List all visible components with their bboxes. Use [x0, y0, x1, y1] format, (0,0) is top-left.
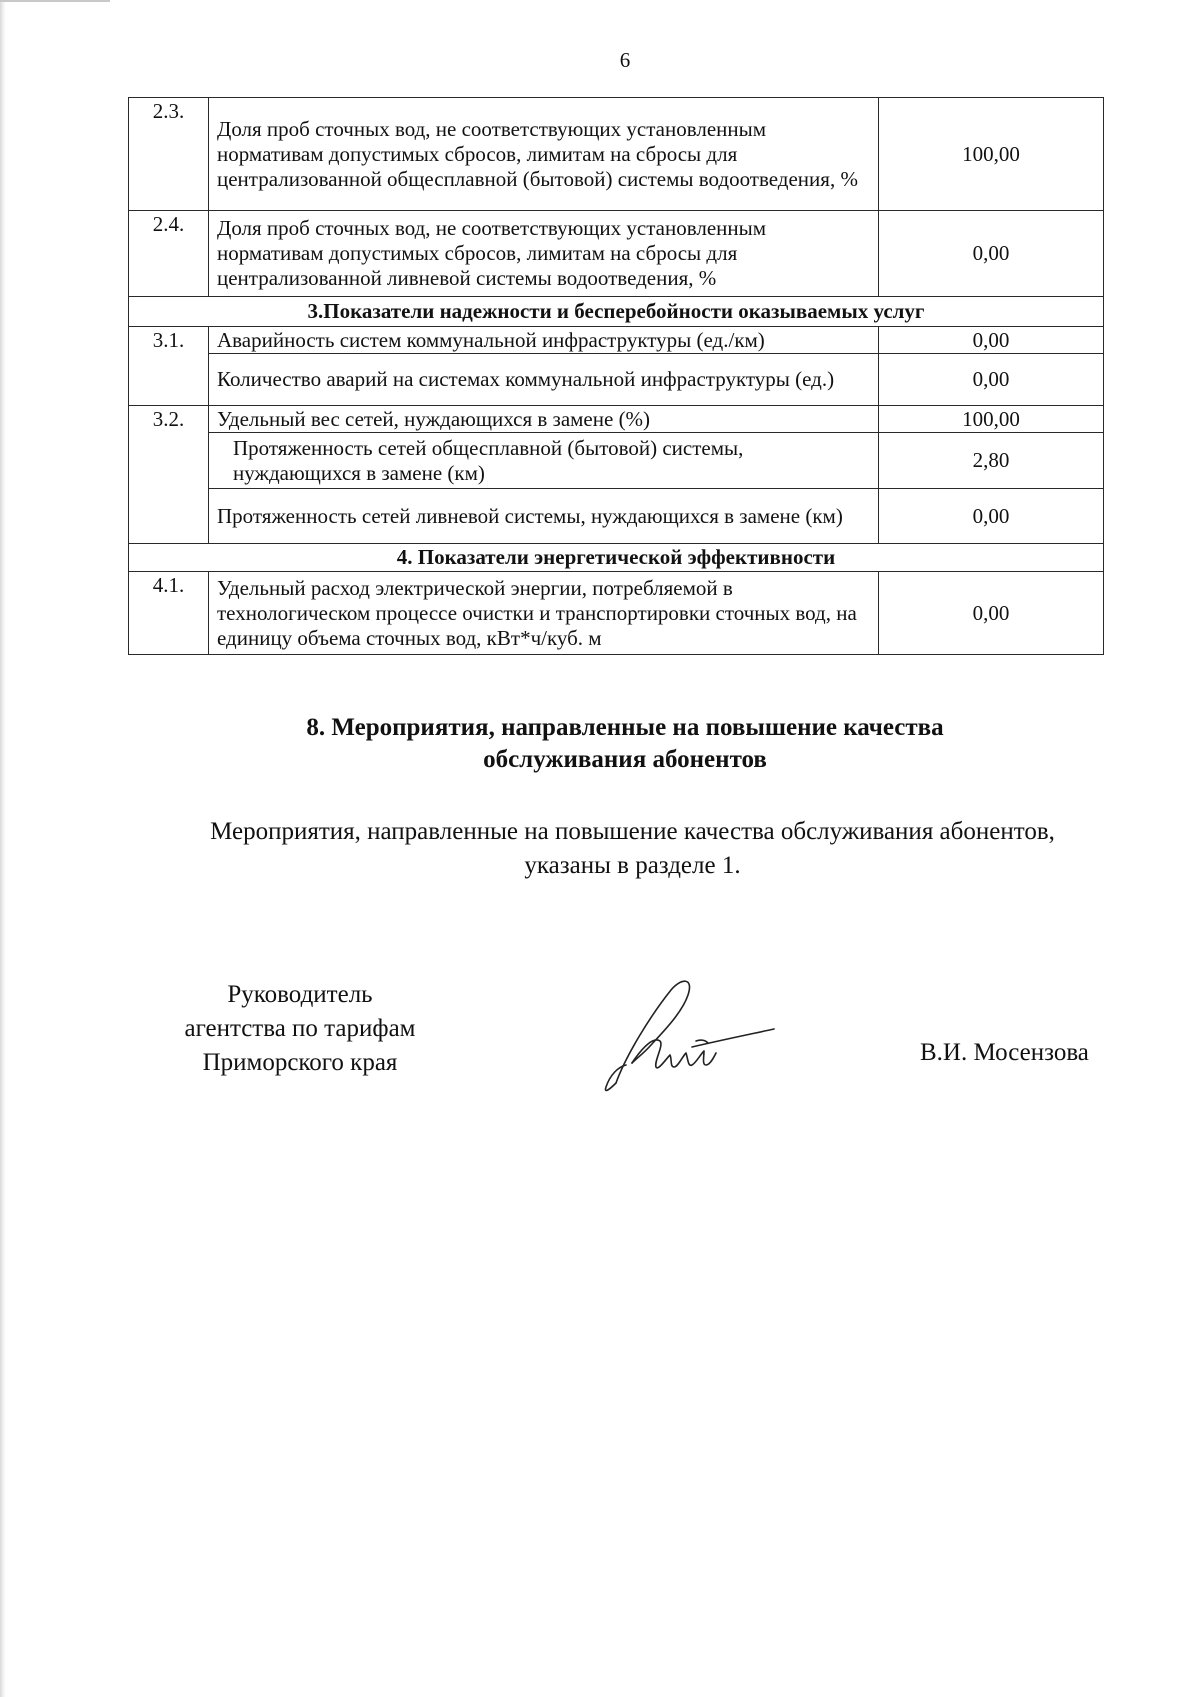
row-value: 0,00: [879, 327, 1104, 354]
signatory-name: В.И. Мосензова: [920, 1039, 1089, 1066]
signatory-position-line-3: Приморского края: [202, 1049, 398, 1076]
row-number: 4.1.: [129, 572, 209, 655]
section-8-body: [140, 815, 1125, 883]
row-number: 3.2.: [129, 406, 209, 544]
signatory-position-line-1: Руководитель: [227, 981, 373, 1008]
row-number: 2.3.: [129, 98, 209, 211]
table-row-3-2: [129, 406, 1104, 433]
table-subrow: [129, 489, 1104, 544]
row-value: 0,00: [879, 489, 1104, 544]
row-description: Протяженность сетей общесплавной (бытовой) системы, нуждающихся в замене (км): [209, 433, 879, 489]
section-title: 3.Показатели надежности и бесперебойности оказываемых услуг: [129, 297, 1104, 327]
table-row-3-1: [129, 327, 1104, 354]
section-8-body-line-1: Мероприятия, направленные на повышение качества обслуживания абонентов,: [210, 818, 1055, 845]
row-description: Удельный расход электрической энергии, потребляемой в технологическом процессе очистки и транспортировки сточных вод, на единицу объема сточных вод, кВт*ч/куб. м: [209, 572, 879, 655]
row-number: 3.1.: [129, 327, 209, 406]
table-subrow: [129, 433, 1104, 489]
row-value: 100,00: [879, 98, 1104, 211]
handwritten-signature: [596, 975, 786, 1095]
page-number: 6: [619, 48, 631, 72]
section-8-heading-line-1: 8. Мероприятия, направленные на повышение качества: [306, 714, 944, 741]
row-description: Доля проб сточных вод, не соответствующих установленным нормативам допустимых сбросов, лимитам на сбросы для централизованной общесплавной (бытовой) системы водоотведения, %: [209, 98, 879, 211]
row-value: 0,00: [879, 211, 1104, 297]
row-description: Удельный вес сетей, нуждающихся в замене (%): [209, 406, 879, 433]
row-value: 0,00: [879, 572, 1104, 655]
section-row-3: [129, 297, 1104, 327]
row-value: 2,80: [879, 433, 1104, 489]
scan-edge-shadow: [0, 0, 6, 1697]
table-row-2-3: [129, 98, 1104, 211]
scan-top-mark: [0, 0, 110, 2]
row-description: Количество аварий на системах коммунальной инфраструктуры (ед.): [209, 354, 879, 406]
section-8-heading-line-2: обслуживания абонентов: [483, 746, 767, 773]
row-value: 0,00: [879, 354, 1104, 406]
section-8-heading: [0, 712, 1200, 776]
section-8-body-line-2: указаны в разделе 1.: [524, 852, 741, 879]
signatory-position: [150, 978, 450, 1080]
row-value: 100,00: [879, 406, 1104, 433]
section-row-4: [129, 544, 1104, 572]
table-row-2-4: [129, 211, 1104, 297]
section-title: 4. Показатели энергетической эффективности: [129, 544, 1104, 572]
table-row-4-1: [129, 572, 1104, 655]
row-description: Протяженность сетей ливневой системы, нуждающихся в замене (км): [209, 489, 879, 544]
row-description: Доля проб сточных вод, не соответствующих установленным нормативам допустимых сбросов, лимитам на сбросы для централизованной ливневой системы водоотведения, %: [209, 211, 879, 297]
row-description: Аварийность систем коммунальной инфраструктуры (ед./км): [209, 327, 879, 354]
indicators-table: [128, 97, 1104, 655]
signatory-position-line-2: агентства по тарифам: [184, 1015, 416, 1042]
row-number: 2.4.: [129, 211, 209, 297]
table-subrow: [129, 354, 1104, 406]
